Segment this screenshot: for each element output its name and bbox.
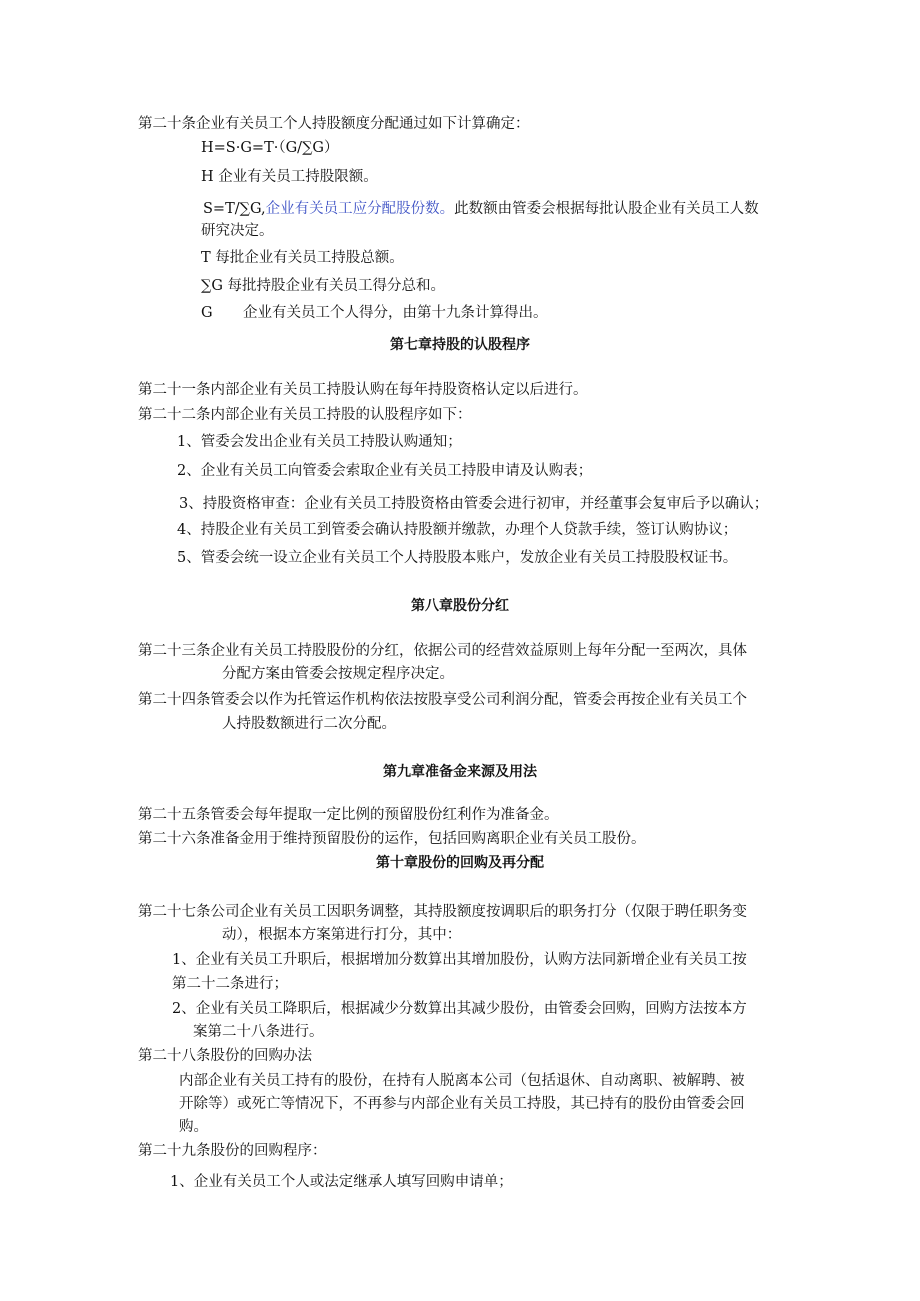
article-28-line-1: 内部企业有关员工持有的股份，在持有人脱离本公司（包括退休、自动离职、被解聘、被 [179,1073,745,1089]
s-definition-suffix: 此数额由管委会根据每批认股企业有关员工人数 [454,201,759,217]
article-28-title: 第二十八条股份的回购办法 [138,1048,312,1064]
article-20-title: 第二十条企业有关员工个人持股额度分配通过如下计算确定： [138,116,530,132]
article-24-line-1: 第二十四条管委会以作为托管运作机构依法按股享受公司利润分配，管委会再按企业有关员工个 [138,692,747,708]
step-4: 4、持股企业有关员工到管委会确认持股额并缴款，办理个人贷款手续，签订认购协议； [177,522,738,538]
article-28-line-3: 购。 [179,1119,208,1135]
article-29-step-1: 1、企业有关员工个人或法定继承人填写回购申请单； [170,1174,513,1190]
t-definition: T 每批企业有关员工持股总额。 [201,250,404,266]
chapter-7-heading: 第七章持股的认股程序 [390,337,530,353]
chapter-9-heading: 第九章准备金来源及用法 [383,764,537,780]
formula: H=S·G=T·（G/∑G） [201,140,339,156]
article-29-title: 第二十九条股份的回购程序： [138,1143,327,1159]
g-definition: 企业有关员工个人得分，由第十九条计算得出。 [243,305,548,321]
article-27-item-1-line-1: 1、企业有关员工升职后，根据增加分数算出其增加股份，认购方法同新增企业有关员工按 [172,952,747,968]
article-27-item-2-line-1: 2、企业有关员工降职后，根据减少分数算出其减少股份，由管委会回购，回购方法按本方 [172,1001,747,1017]
step-3: 3、持股资格审查：企业有关员工持股资格由管委会进行初审，并经董事会复审后予以确认； [179,496,769,512]
chapter-10-heading: 第十章股份的回购及再分配 [376,855,544,871]
article-23-line-1: 第二十三条企业有关员工持股股份的分红，依据公司的经营效益原则上每年分配一至两次，具体 [138,643,747,659]
article-27-line-2: 动），根据本方案第进行打分，其中： [222,927,462,943]
article-27-line-1: 第二十七条公司企业有关员工因职务调整，其持股额度按调职后的职务打分（仅限于聘任职务变 [138,904,747,920]
article-27-item-1-line-2: 第二十二条进行； [172,976,288,992]
chapter-8-heading: 第八章股份分红 [411,598,509,614]
s-definition-highlight: 企业有关员工应分配股份数。 [265,201,455,217]
s-definition-prefix: S=T/∑G, [203,201,266,217]
step-2: 2、企业有关员工向管委会索取企业有关员工持股申请及认购表； [177,463,593,479]
step-5: 5、管委会统一设立企业有关员工个人持股股本账户，发放企业有关员工持股股权证书。 [177,550,738,566]
article-21: 第二十一条内部企业有关员工持股认购在每年持股资格认定以后进行。 [138,382,588,398]
sum-g-definition: ∑G 每批持股企业有关员工得分总和。 [201,278,446,294]
article-22: 第二十二条内部企业有关员工持股的认股程序如下： [138,407,472,423]
article-24-line-2: 人持股数额进行二次分配。 [222,716,396,732]
article-27-item-2-line-2: 案第二十八条进行。 [193,1024,324,1040]
g-symbol: G [201,305,213,321]
s-definition-continued: 研究决定。 [201,223,274,239]
h-definition: H 企业有关员工持股限额。 [201,169,378,185]
article-28-line-2: 开除等）或死亡等情况下，不再参与内部企业有关员工持股，其已持有的股份由管委会回 [179,1096,745,1112]
s-definition [203,199,759,219]
step-1: 1、管委会发出企业有关员工持股认购通知； [177,434,462,450]
article-26: 第二十六条准备金用于维持预留股份的运作，包括回购离职企业有关员工股份。 [138,831,646,847]
article-25: 第二十五条管委会每年提取一定比例的预留股份红利作为准备金。 [138,807,559,823]
article-23-line-2: 分配方案由管委会按规定程序决定。 [222,666,454,682]
